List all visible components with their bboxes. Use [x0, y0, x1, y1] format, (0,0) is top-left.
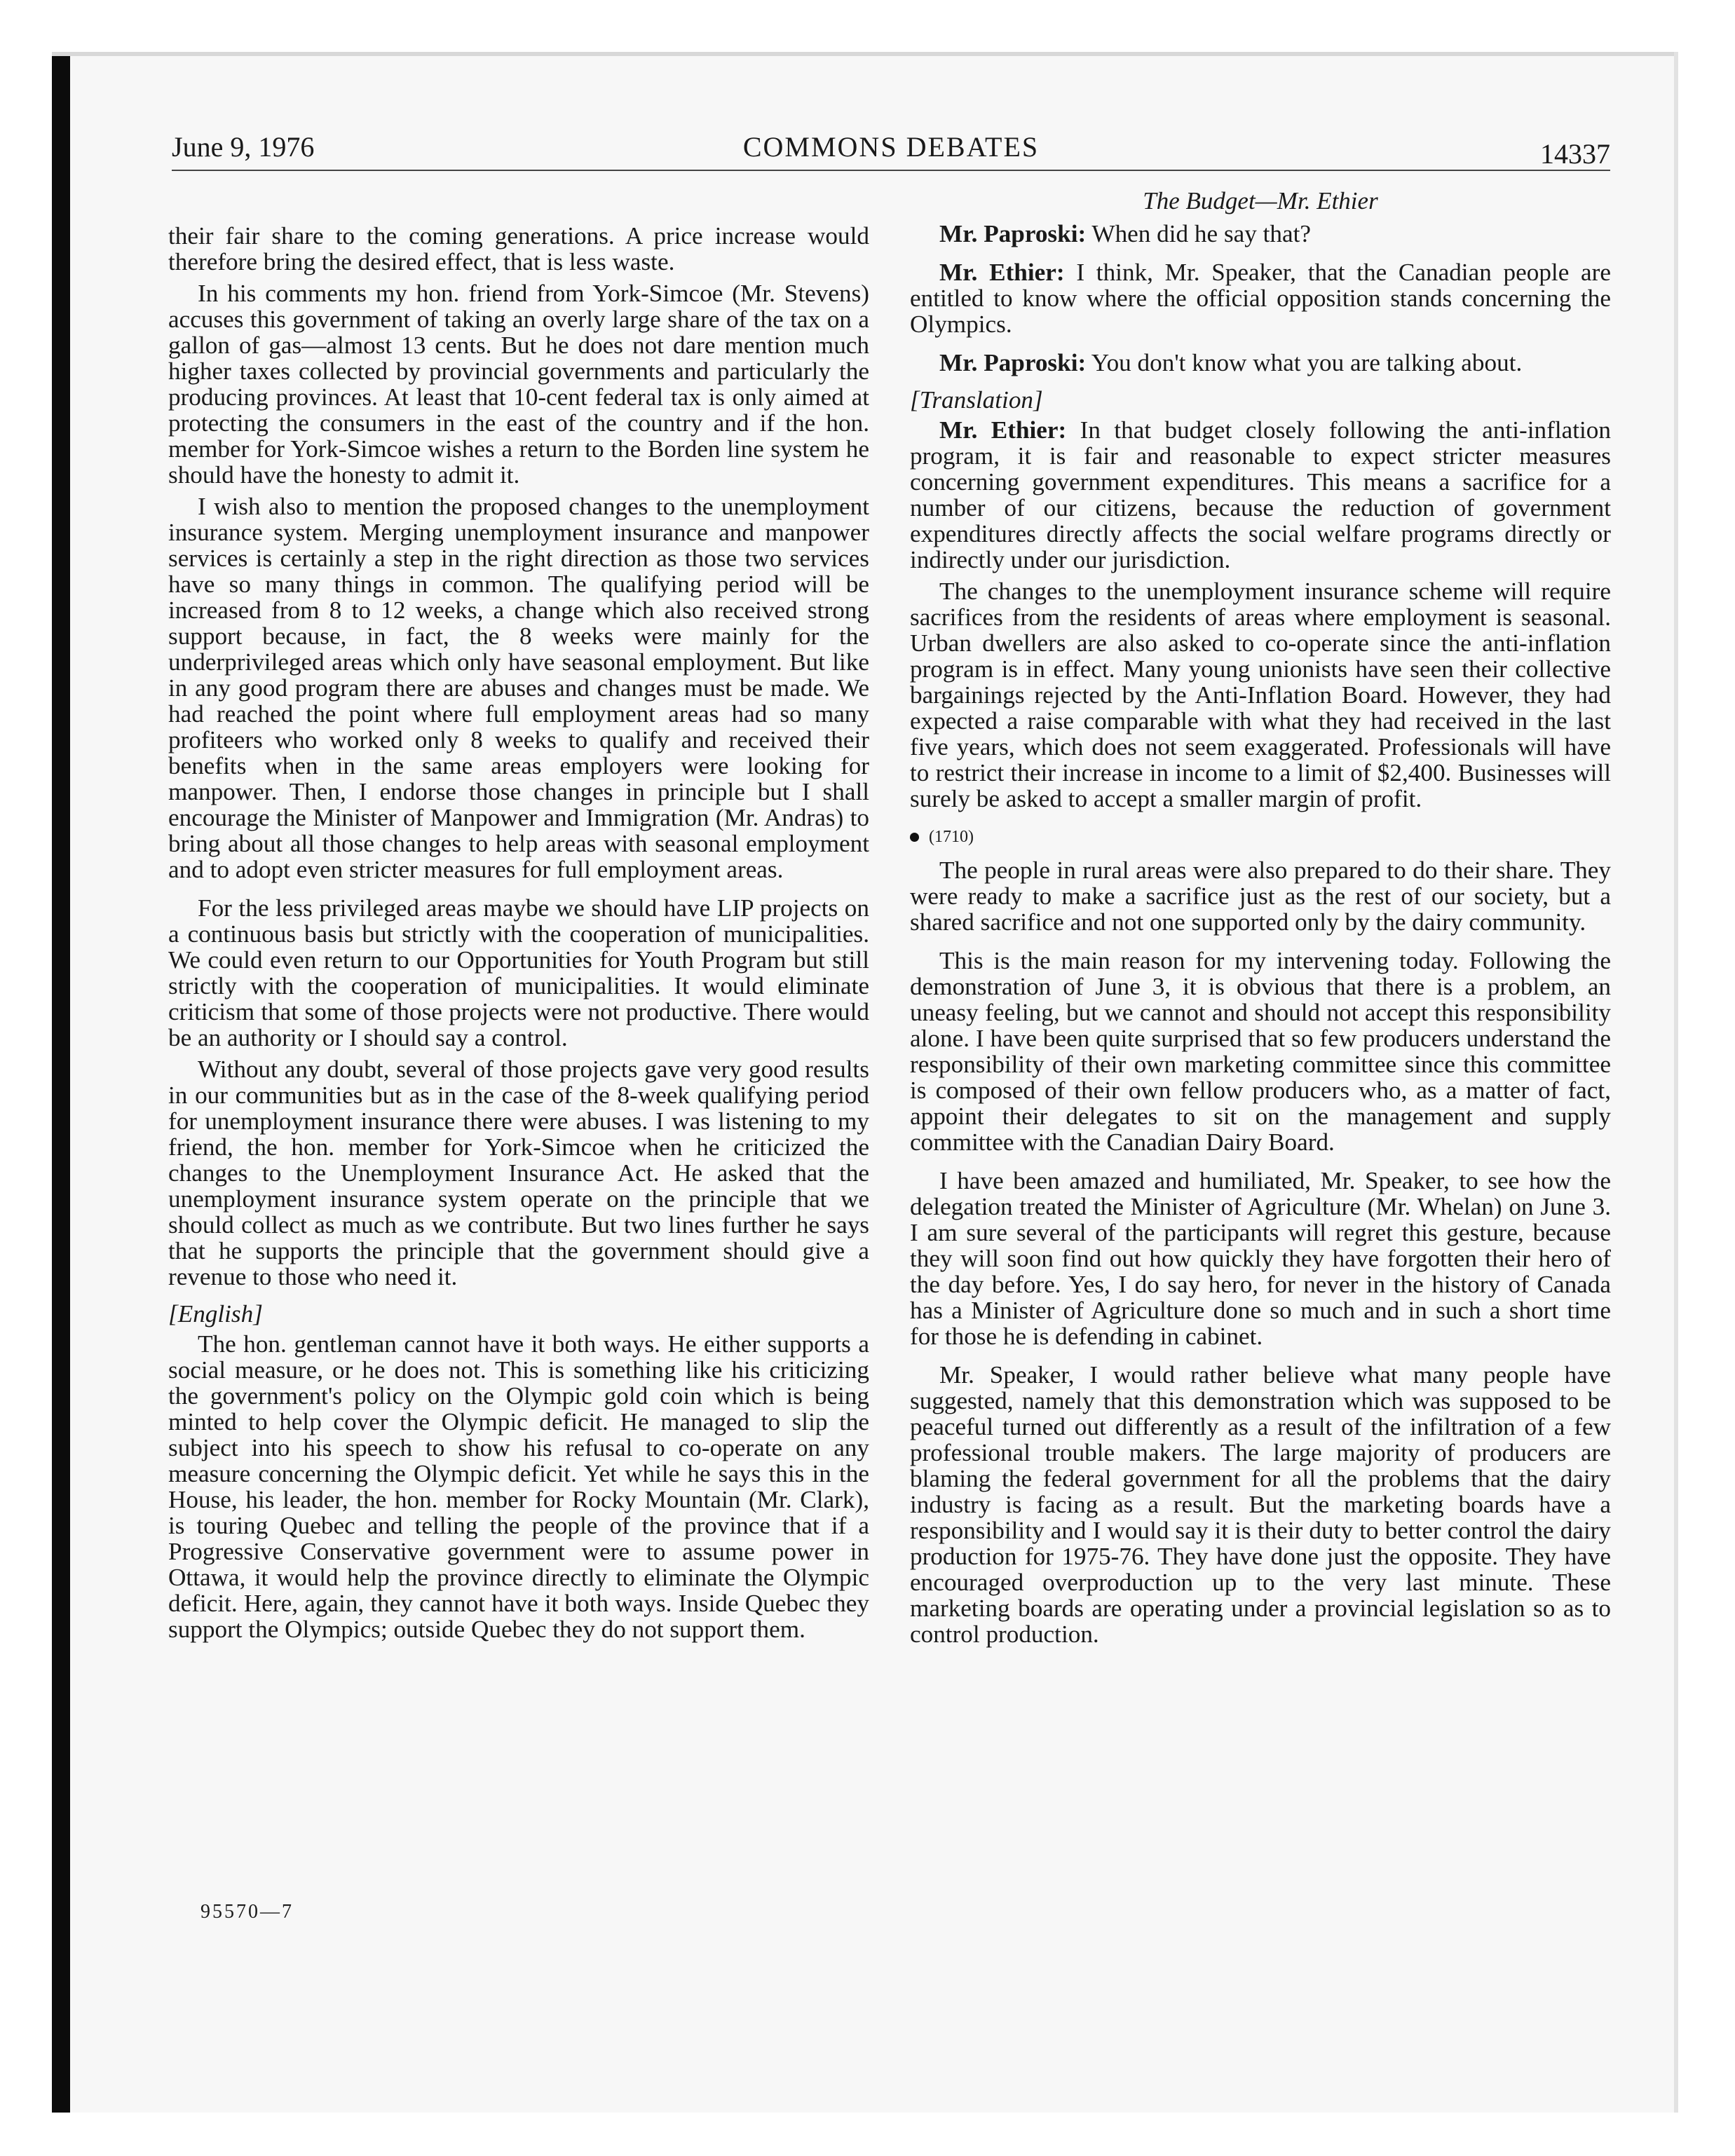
paragraph: I wish also to mention the proposed changes to the unemployment insurance system. Merging unemployment insurance and manpower services is certainly a step in the right direction as those two services have so many things in common. The qualifying period will be increased from 8 to 12 weeks, a change which also received strong support because, in fact, the 8 weeks were mainly for the underprivileged areas which only have seasonal employment. But like in any good program there are abuses and changes must be made. We had reached the point where full employment areas had so many profiteers who worked only 8 weeks to qualify and received their benefits when in the same areas employers were looking for manpower. Then, I endorse those changes in principle but I shall encourage the Minister of Manpower and Immigration (Mr. Andras) to bring about all those changes to help areas with seasonal employment and to adopt even stricter measures for full employment areas. [168, 493, 869, 883]
intervention-text: In that budget closely following the anti-inflation program, it is fair and reasonable to expect stricter measures concerning government expenditures. This means a sacrifice for a number of our citizens, because the reduction of government expenditures directly affects the social welfare programs directly or indirectly under our jurisdiction. [910, 416, 1611, 573]
speaker-name: Mr. Ethier: [939, 416, 1067, 444]
language-note: [English] [168, 1300, 263, 1328]
speaker-name: Mr. Paproski: [939, 349, 1087, 376]
speaker-name: Mr. Paproski: [939, 220, 1087, 247]
paragraph: I have been amazed and humiliated, Mr. Speaker, to see how the delegation treated the Minister of Agriculture (Mr. Whelan) on June 3. I am sure several of the participants will regret this gesture, because they will soon find out how quickly they have forgotten their hero of the day before. Yes, I do say hero, for never in the history of Canada has a Minister of Agriculture done so much and in such a short time for those he is defending in cabinet. [910, 1167, 1611, 1350]
intervention-text: You don't know what you are talking about. [1091, 349, 1523, 376]
paragraph: their fair share to the coming generations. A price increase would therefore bring the desired effect, that is less waste. [168, 222, 869, 275]
paragraph: The changes to the unemployment insurance scheme will require sacrifices from the residents of areas where employment is seasonal. Urban dwellers are also asked to co-operate since the anti-inflation program is in effect. Many young unionists have seen their collective bargainings rejected by the Anti-Inflation Board. However, they had expected a raise comparable with what they had received in the last five years, which does not seem exaggerated. Professionals will have to restrict their increase in income to a limit of $2,400. Businesses will surely be asked to accept a smaller margin of profit. [910, 578, 1611, 812]
paragraph: Without any doubt, several of those projects gave very good results in our communities but as in the case of the 8-week qualifying period for unemployment insurance there were abuses. I was listening to my friend, the hon. member for York-Simcoe when he criticized the changes to the Unemployment Insurance Act. He asked that the unemployment insurance system operate on the principle that we should collect as much as we contribute. But two lines further he says that he supports the principle that the government should give a revenue to those who need it. [168, 1056, 869, 1290]
intervention [910, 221, 1611, 247]
paragraph: This is the main reason for my intervening today. Following the demonstration of June 3, it is obvious that there is a problem, an uneasy feeling, but we cannot and should not accept this responsibility alone. I have been quite surprised that so few producers understand the responsibility of their own marketing committee since this committee is composed of their own fellow producers who, as a matter of fact, appoint their delegates to sit on the management and supply committee with the Canadian Dairy Board. [910, 947, 1611, 1156]
paragraph: In his comments my hon. friend from York-Simcoe (Mr. Stevens) accuses this government of taking an overly large share of the tax on a gallon of gas—almost 13 cents. But he does not dare mention much higher taxes collected by provincial governments and particularly the producing provinces. At least that 10-cent federal tax is only aimed at protecting the consumers in the east of the country and if the hon. member for York-Simcoe wishes a return to the Borden line system he should have the honesty to admit it. [168, 280, 869, 489]
intervention-text: I think, Mr. Speaker, that the Canadian people are entitled to know where the official opposition stands concerning the Olympics. [910, 259, 1612, 338]
left-column [168, 223, 869, 1890]
bullet-dot-icon [910, 833, 919, 842]
intervention [910, 259, 1611, 337]
footer-code: 95570—7 [200, 1901, 294, 1923]
running-head: The Budget—Mr. Ethier [1143, 187, 1378, 214]
paragraph: The hon. gentleman cannot have it both ways. He either supports a social measure, or he does not. This is something like his criticizing the government's policy on the Olympic gold coin which is being minted to help cover the Olympic deficit. He managed to slip the subject into his speech to show his refusal to co-operate on any measure concerning the Olympic deficit. Yet while he says this in the House, his leader, the hon. member for Rocky Mountain (Mr. Clark), is touring Quebec and telling the people of the province that if a Progressive Conservative government were to assume power in Ottawa, it would help the province directly to eliminate the Olympic deficit. Here, again, they cannot have it both ways. Inside Quebec they support the Olympics; outside Quebec they do not support them. [168, 1330, 869, 1643]
paragraph: For the less privileged areas maybe we should have LIP projects on a continuous basis but strictly with the cooperation of municipalities. We could even return to our Opportunities for Youth Program but still strictly with the cooperation of municipalities. It would eliminate criticism that some of those projects were not productive. There would be an authority or I should say a control. [168, 894, 869, 1051]
paragraph: The people in rural areas were also prepared to do their share. They were ready to make a sacrifice just as the rest of our society, but a shared sacrifice and not one supported only by the dairy community. [910, 857, 1611, 936]
timestamp-marker [910, 824, 1611, 850]
language-note: [Translation] [910, 386, 1043, 414]
timestamp-text: (1710) [929, 828, 974, 846]
right-column [910, 188, 1611, 1890]
intervention-text: When did he say that? [1091, 220, 1312, 247]
intervention [910, 350, 1611, 376]
header-title: COMMONS DEBATES [742, 131, 1040, 163]
header-page-number: 14337 [1540, 138, 1610, 170]
scan-border-left [52, 52, 70, 2113]
paragraph: Mr. Speaker, I would rather believe what many people have suggested, namely that this demonstration which was supposed to be peaceful turned out differently as a result of the infiltration of a few professional trouble makers. The large majority of producers are blaming the federal government for all the problems that the dairy industry is facing as a result. But the marketing boards have a responsibility and I would say it is their duty to better control the dairy production for 1975-76. They have done just the opposite. They have encouraged overproduction up to the very last minute. These marketing boards are operating under a provincial legislation so as to control production. [910, 1361, 1611, 1648]
scan-border-right [1674, 52, 1678, 2113]
header-date: June 9, 1976 [172, 131, 315, 163]
speaker-name: Mr. Ethier: [939, 259, 1065, 286]
page-header [172, 130, 1610, 171]
intervention [910, 417, 1611, 573]
